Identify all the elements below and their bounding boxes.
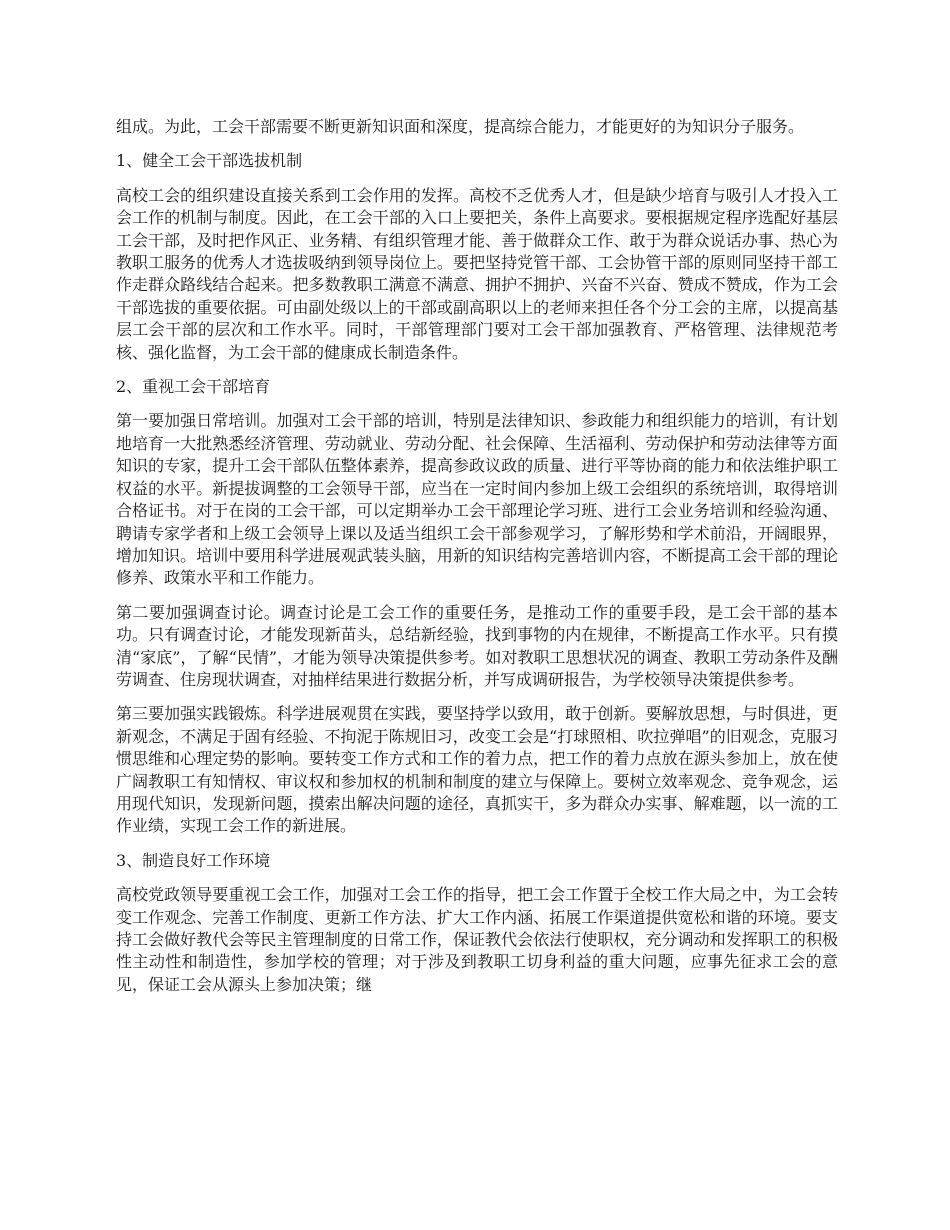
paragraph-intro-continuation: 组成。为此，工会干部需要不断更新知识面和深度，提高综合能力，才能更好的为知识分子服务。 bbox=[116, 117, 805, 136]
section-heading-1: 1、健全工会干部选拔机制 bbox=[116, 151, 303, 171]
paragraph-daily-training: 第一要加强日常培训。加强对工会干部的培训，特别是法律知识、参政能力和组织能力的培训，有计划地培育一大批熟悉经济管理、劳动就业、劳动分配、社会保障、生活福利、劳动保护和劳动法律等方面知识的专家，提升工会干部队伍整体素养，提高参政议政的质量、进行平等协商的能力和依法维护职工权益的水平。新提拔调整的工会领导干部，应当在一定时间内参加上级工会组织的系统培训，取得培训合格证书。对于在岗的工会干部，可以定期举办工会干部理论学习班、进行工会业务培训和经验沟通、聘请专家学者和上级工会领导上课以及适当组织工会干部参观学习，了解形势和学术前沿，开阔眼界，增加知识。培训中要用科学进展观武装头脑，用新的知识结构完善培训内容，不断提高工会干部的理论修养、政策水平和工作能力。 bbox=[116, 411, 838, 588]
paragraph-selection-mechanism: 高校工会的组织建设直接关系到工会作用的发挥。高校不乏优秀人才，但是缺少培育与吸引人才投入工会工作的机制与制度。因此，在工会干部的入口上要把关，条件上高要求。要根据规定程序选配好基层工会干部，及时把作风正、业务精、有组织管理才能、善于做群众工作、敢于为群众说话办事、热心为教职工服务的优秀人才选拔吸纳到领导岗位上。要把坚持党管干部、工会协管干部的原则同坚持干部工作走群众路线结合起来。把多数教职工满意不满意、拥护不拥护、兴奋不兴奋、赞成不赞成，作为工会干部选拔的重要依据。可由副处级以上的干部或副高职以上的老师来担任各个分工会的主席，以提高基层工会干部的层次和工作水平。同时，干部管理部门要对工会干部加强教育、严格管理、法律规范考核、强化监督，为工会干部的健康成长制造条件。 bbox=[116, 185, 838, 362]
paragraph-practice-training: 第三要加强实践锻炼。科学进展观贯在实践，要坚持学以致用，敢于创新。要解放思想，与时俱进，更新观念，不满足于固有经验、不拘泥于陈规旧习，改变工会是“打球照相、吹拉弹唱”的旧观念，克服习惯思维和心理定势的影响。要转变工作方式和工作的着力点，把工作的着力点放在源头参加上，放在使广阔教职工有知情权、审议权和参加权的机制和制度的建立与保障上。要树立效率观念、竞争观念，运用现代知识，发现新问题，摸索出解决问题的途径，真抓实干，多为群众办实事、解难题，以一流的工作业绩，实现工会工作的新进展。 bbox=[116, 704, 838, 836]
paragraph-work-environment: 高校党政领导要重视工会工作，加强对工会工作的指导，把工会工作置于全校工作大局之中，为工会转变工作观念、完善工作制度、更新工作方法、扩大工作内涵、拓展工作渠道提供宽松和谐的环境。要支持工会做好教代会等民主管理制度的日常工作，保证教代会依法行使职权，充分调动和发挥职工的积极性主动性和制造性，参加学校的管理；对于涉及到教职工切身利益的重大问题，应事先征求工会的意见，保证工会从源头上参加决策；继 bbox=[116, 885, 838, 994]
document-page bbox=[116, 116, 838, 1008]
paragraph-investigation-research: 第二要加强调查讨论。调查讨论是工会工作的重要任务，是推动工作的重要手段，是工会干部的基本功。只有调查讨论，才能发现新苗头，总结新经验，找到事物的内在规律，不断提高工作水平。只有摸清“家底”，了解“民情”，才能为领导决策提供参考。如对教职工思想状况的调查、教职工劳动条件及酬劳调查、住房现状调查，对抽样结果进行数据分析，并写成调研报告，为学校领导决策提供参考。 bbox=[116, 602, 838, 689]
section-heading-3: 3、制造良好工作环境 bbox=[116, 850, 271, 870]
section-heading-2: 2、重视工会干部培育 bbox=[116, 377, 271, 397]
